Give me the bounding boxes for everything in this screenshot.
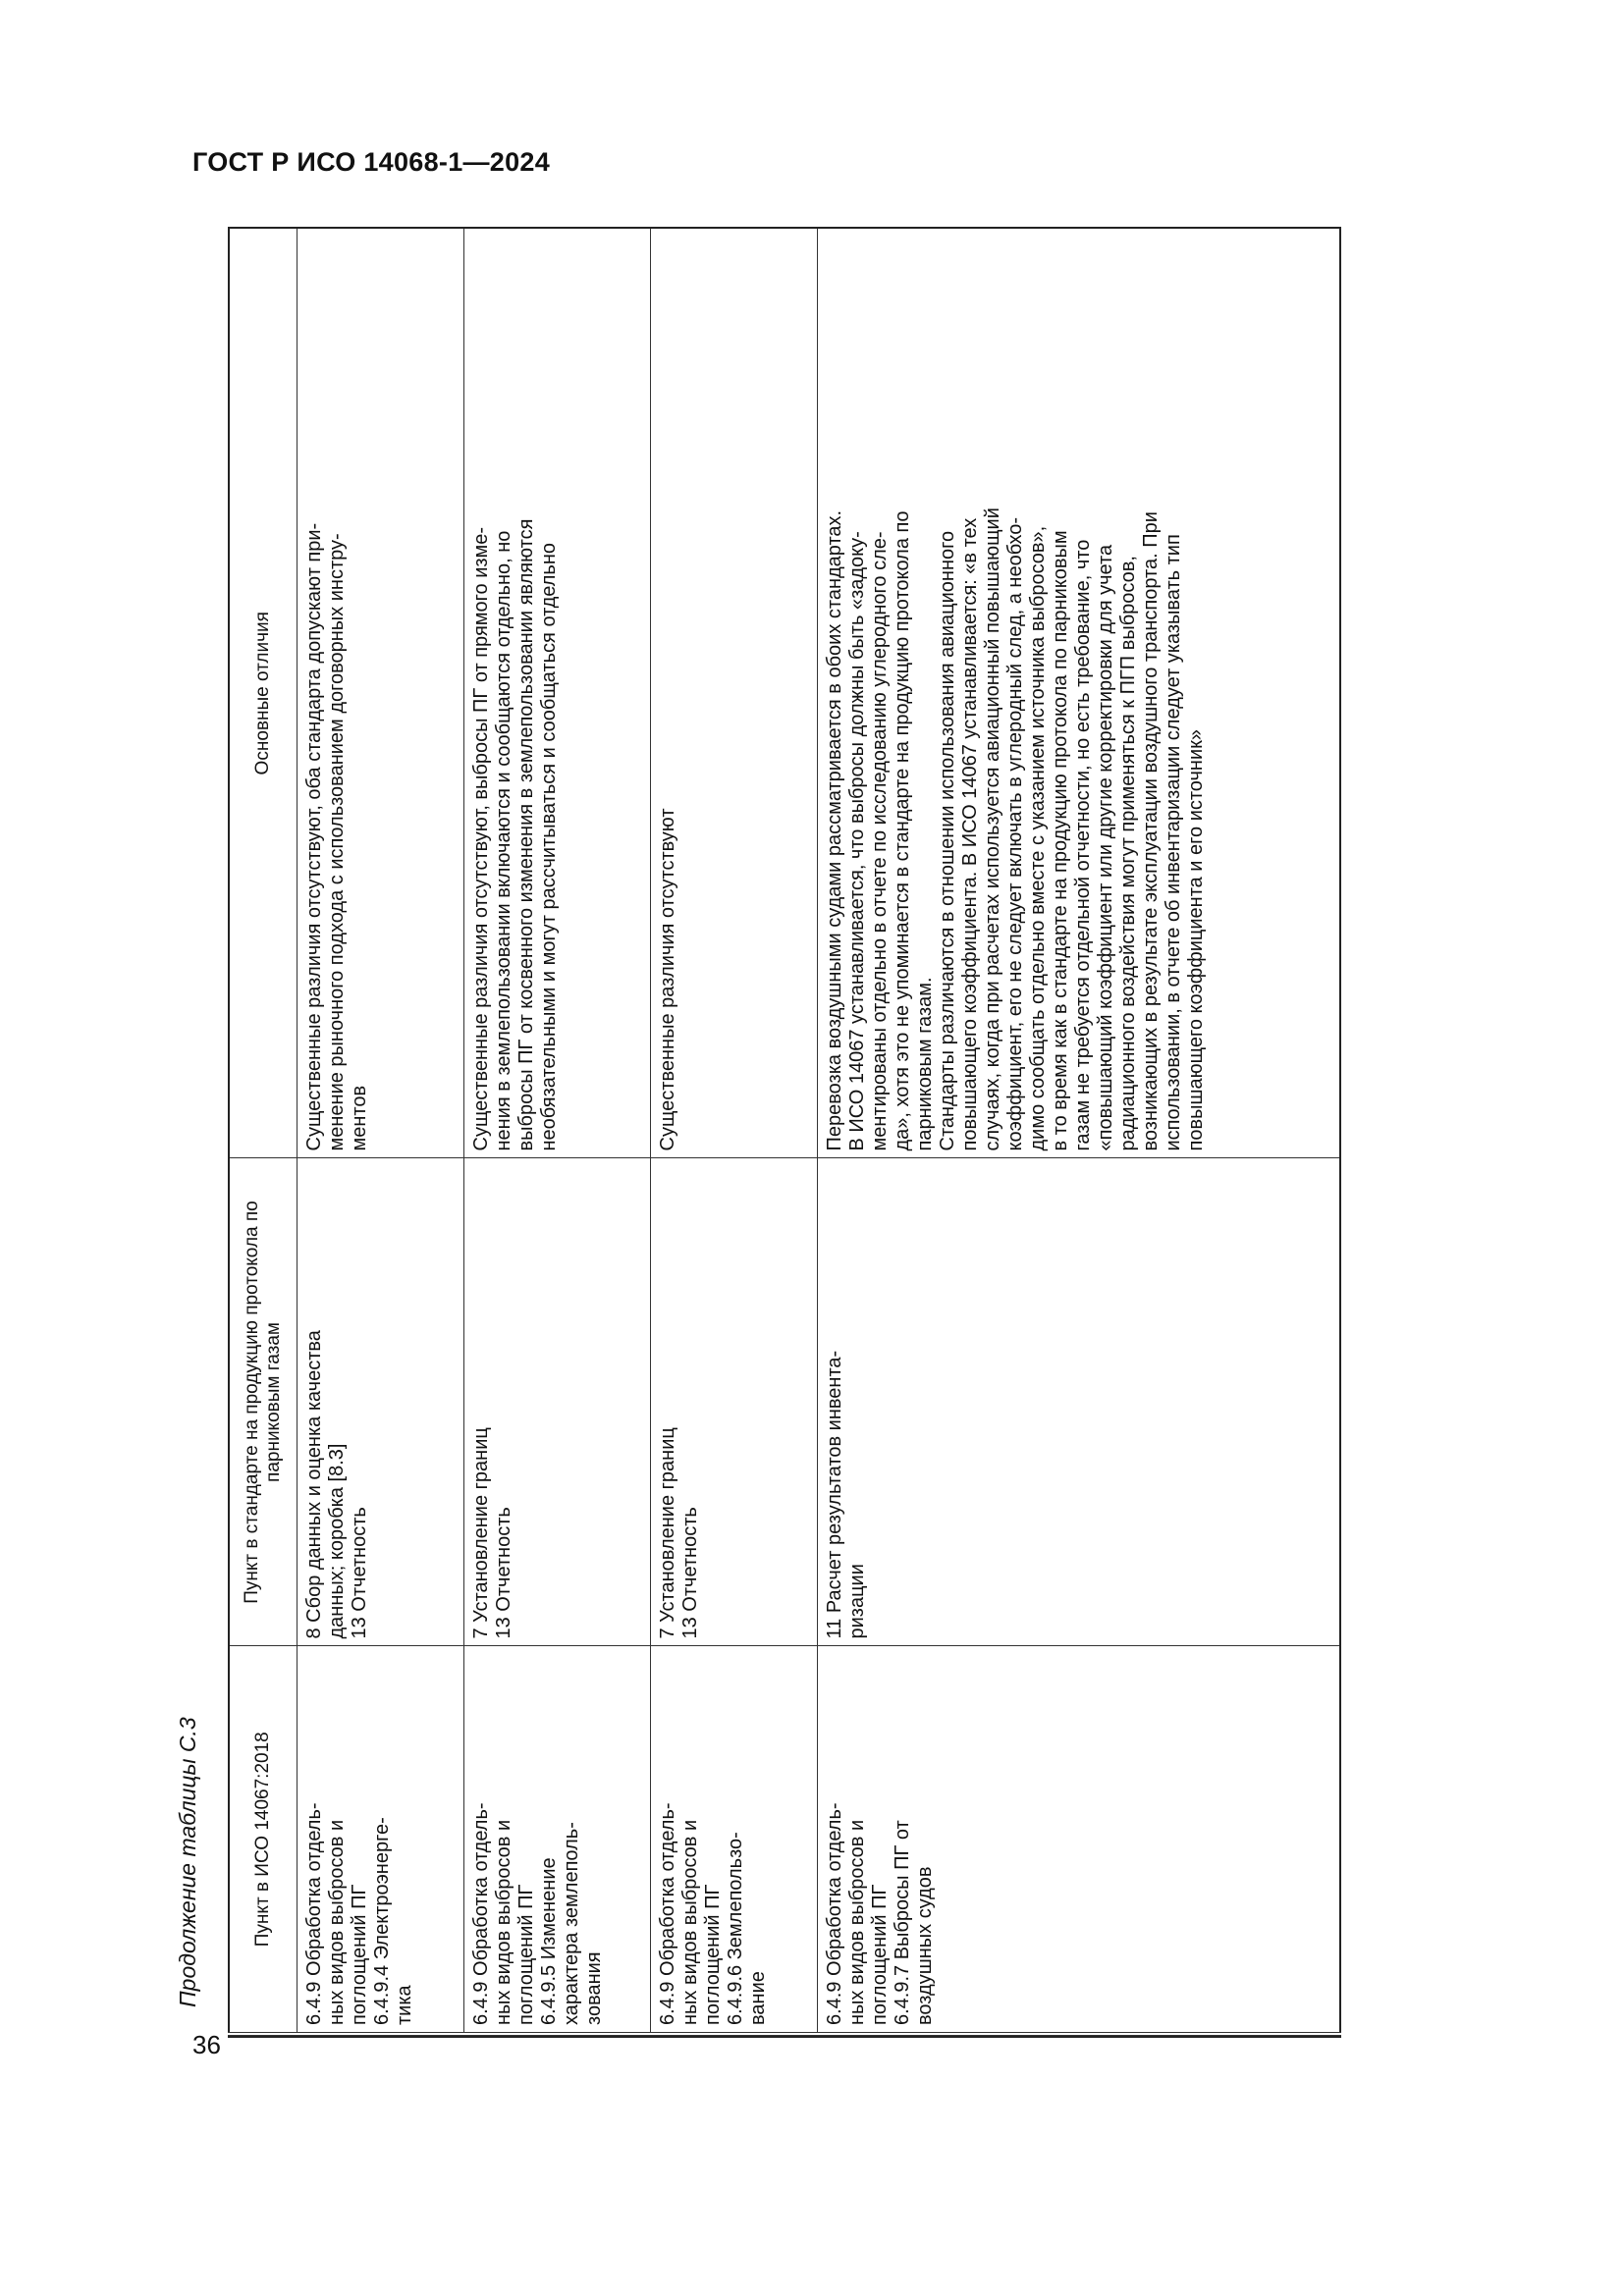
text-line: 6.4.9.7 Выбросы ПГ от (892, 1820, 913, 2025)
iso-clause-cell (818, 1646, 1341, 2034)
differences-cell (298, 228, 464, 1158)
text-line: 6.4.9 Обработка отдель- (470, 1802, 492, 2025)
text-line: поглощений ПГ (349, 1884, 370, 2025)
text-line: ных видов выбросов и (326, 1819, 348, 2025)
text-line: тика (394, 1985, 415, 2025)
page-number: 36 (192, 2030, 221, 2059)
table-row (818, 228, 1341, 2037)
text-line: поглощений ПГ (869, 1884, 891, 2025)
text-line: повышающего коэффициента и его источник» (1185, 729, 1207, 1151)
table-header-row (229, 228, 298, 2037)
text-line: Стандарты различаются в отношении использования авиационного (937, 530, 958, 1151)
col-header-differences: Основные отличия (229, 228, 298, 1158)
text-line: 13 Отчетность (679, 1507, 701, 1639)
protocol-clause-cell (298, 1158, 464, 1646)
text-line: использовании, в отчете об инвентаризации следует указывать тип (1163, 534, 1184, 1151)
text-line: данных; коробка [8.3] (326, 1443, 348, 1639)
text-line: воздушных судов (914, 1866, 936, 2025)
differences-cell (464, 228, 651, 1158)
text-line: «повышающий коэффициент или другие корректировки для учета (1095, 544, 1116, 1151)
text-line: случаях, когда при расчетах используется авиационный повышающий (982, 507, 1003, 1151)
text-line: необязательными и могут рассчитываться и сообщаться отдельно (538, 542, 560, 1151)
text-line: поглощений ПГ (702, 1884, 724, 2025)
text-line: ных видов выбросов и (493, 1819, 514, 2025)
table-row (464, 228, 651, 2037)
text-line: 11 Расчет результатов инвента- (824, 1350, 845, 1639)
text-line: ментированы отдельно в отчете по исследованию углеродного сле- (869, 531, 891, 1151)
text-line: Существенные различия отсутствуют (657, 808, 678, 1151)
text-line: 13 Отчетность (493, 1507, 514, 1639)
col-header-iso-clause: Пункт в ИСО 14067:2018 (229, 1646, 298, 2034)
text-line: в то время как в стандарте на продукцию протокола по парниковым (1050, 530, 1071, 1151)
table-continuation-caption: Продолжение таблицы С.3 (175, 1717, 200, 2007)
text-line: коэффициент, его не следует включать в углеродный след, а необхо- (1004, 516, 1026, 1151)
text-line: Существенные различия отсутствуют, выбросы ПГ от прямого изме- (470, 526, 492, 1151)
text-line: нения в землепользовании включаются и сообщаются отдельно, но (493, 530, 514, 1151)
text-line: 6.4.9.6 Землепользо- (725, 1832, 746, 2025)
text-line: да», хотя это не упоминается в стандарте на продукцию протокола по (892, 510, 913, 1151)
iso-clause-cell (464, 1646, 651, 2034)
comparison-table (228, 227, 1341, 2038)
header-spacer (229, 2034, 298, 2037)
comparison-table-container (228, 227, 1341, 2038)
differences-cell (818, 228, 1341, 1158)
text-line: выбросы ПГ от косвенного изменения в землепользовании являются (515, 518, 537, 1151)
iso-clause-cell (298, 1646, 464, 2034)
text-line: ментов (349, 1085, 370, 1151)
text-line: 7 Установление границ (470, 1427, 492, 1639)
text-line: ных видов выбросов и (846, 1819, 868, 2025)
protocol-clause-cell (464, 1158, 651, 1646)
protocol-clause-cell (651, 1158, 818, 1646)
col-header-protocol-clause: Пункт в стандарте на продукцию протокола по парниковым газам (229, 1158, 298, 1646)
text-line: 6.4.9 Обработка отдель- (303, 1802, 325, 2025)
text-line: парниковым газам. (914, 977, 936, 1151)
text-line: зования (583, 1951, 605, 2025)
row-spacer (298, 2034, 1341, 2037)
text-line: возникающих в результате эксплуатации воздушного транспорта. При (1140, 511, 1162, 1151)
table-row (298, 228, 464, 2037)
text-line: В ИСО 14067 устанавливается, что выбросы должны быть «задоку- (846, 531, 868, 1151)
text-line: 7 Установление границ (657, 1427, 678, 1639)
text-line: 13 Отчетность (349, 1507, 370, 1639)
text-line: поглощений ПГ (515, 1884, 537, 2025)
text-line: ризации (846, 1564, 868, 1639)
text-line: 6.4.9 Обработка отдель- (657, 1802, 678, 2025)
differences-cell (651, 228, 818, 1158)
iso-clause-cell (651, 1646, 818, 2034)
table-row (651, 228, 818, 2037)
text-line: ных видов выбросов и (679, 1819, 701, 2025)
text-line: менение рыночного подхода с использованием договорных инстру- (326, 533, 348, 1151)
text-line: 8 Сбор данных и оценка качества (303, 1330, 325, 1639)
document-header: ГОСТ Р ИСО 14068-1—2024 (192, 147, 551, 177)
text-line: 6.4.9.4 Электроэнерге- (371, 1817, 393, 2025)
text-line: газам не требуется отдельной отчетности, но есть требование, что (1072, 539, 1094, 1151)
text-line: радиационного воздействия могут применяться к ПГП выбросов, (1117, 556, 1139, 1151)
text-line: Существенные различия отсутствуют, оба стандарта допускают при- (303, 522, 325, 1151)
text-line: повышающего коэффициента. В ИСО 14067 устанавливается: «в тех (959, 517, 981, 1151)
text-line: 6.4.9.5 Изменение (538, 1857, 560, 2025)
protocol-clause-cell (818, 1158, 1341, 1646)
text-line: 6.4.9 Обработка отдель- (824, 1802, 845, 2025)
text-line: димо сообщать отдельно вместе с указанием источника выбросов», (1027, 525, 1049, 1151)
text-line: вание (747, 1971, 769, 2025)
text-line: Перевозка воздушными судами рассматривается в обоих стандартах. (824, 509, 845, 1151)
text-line: характера землеполь- (561, 1822, 582, 2025)
